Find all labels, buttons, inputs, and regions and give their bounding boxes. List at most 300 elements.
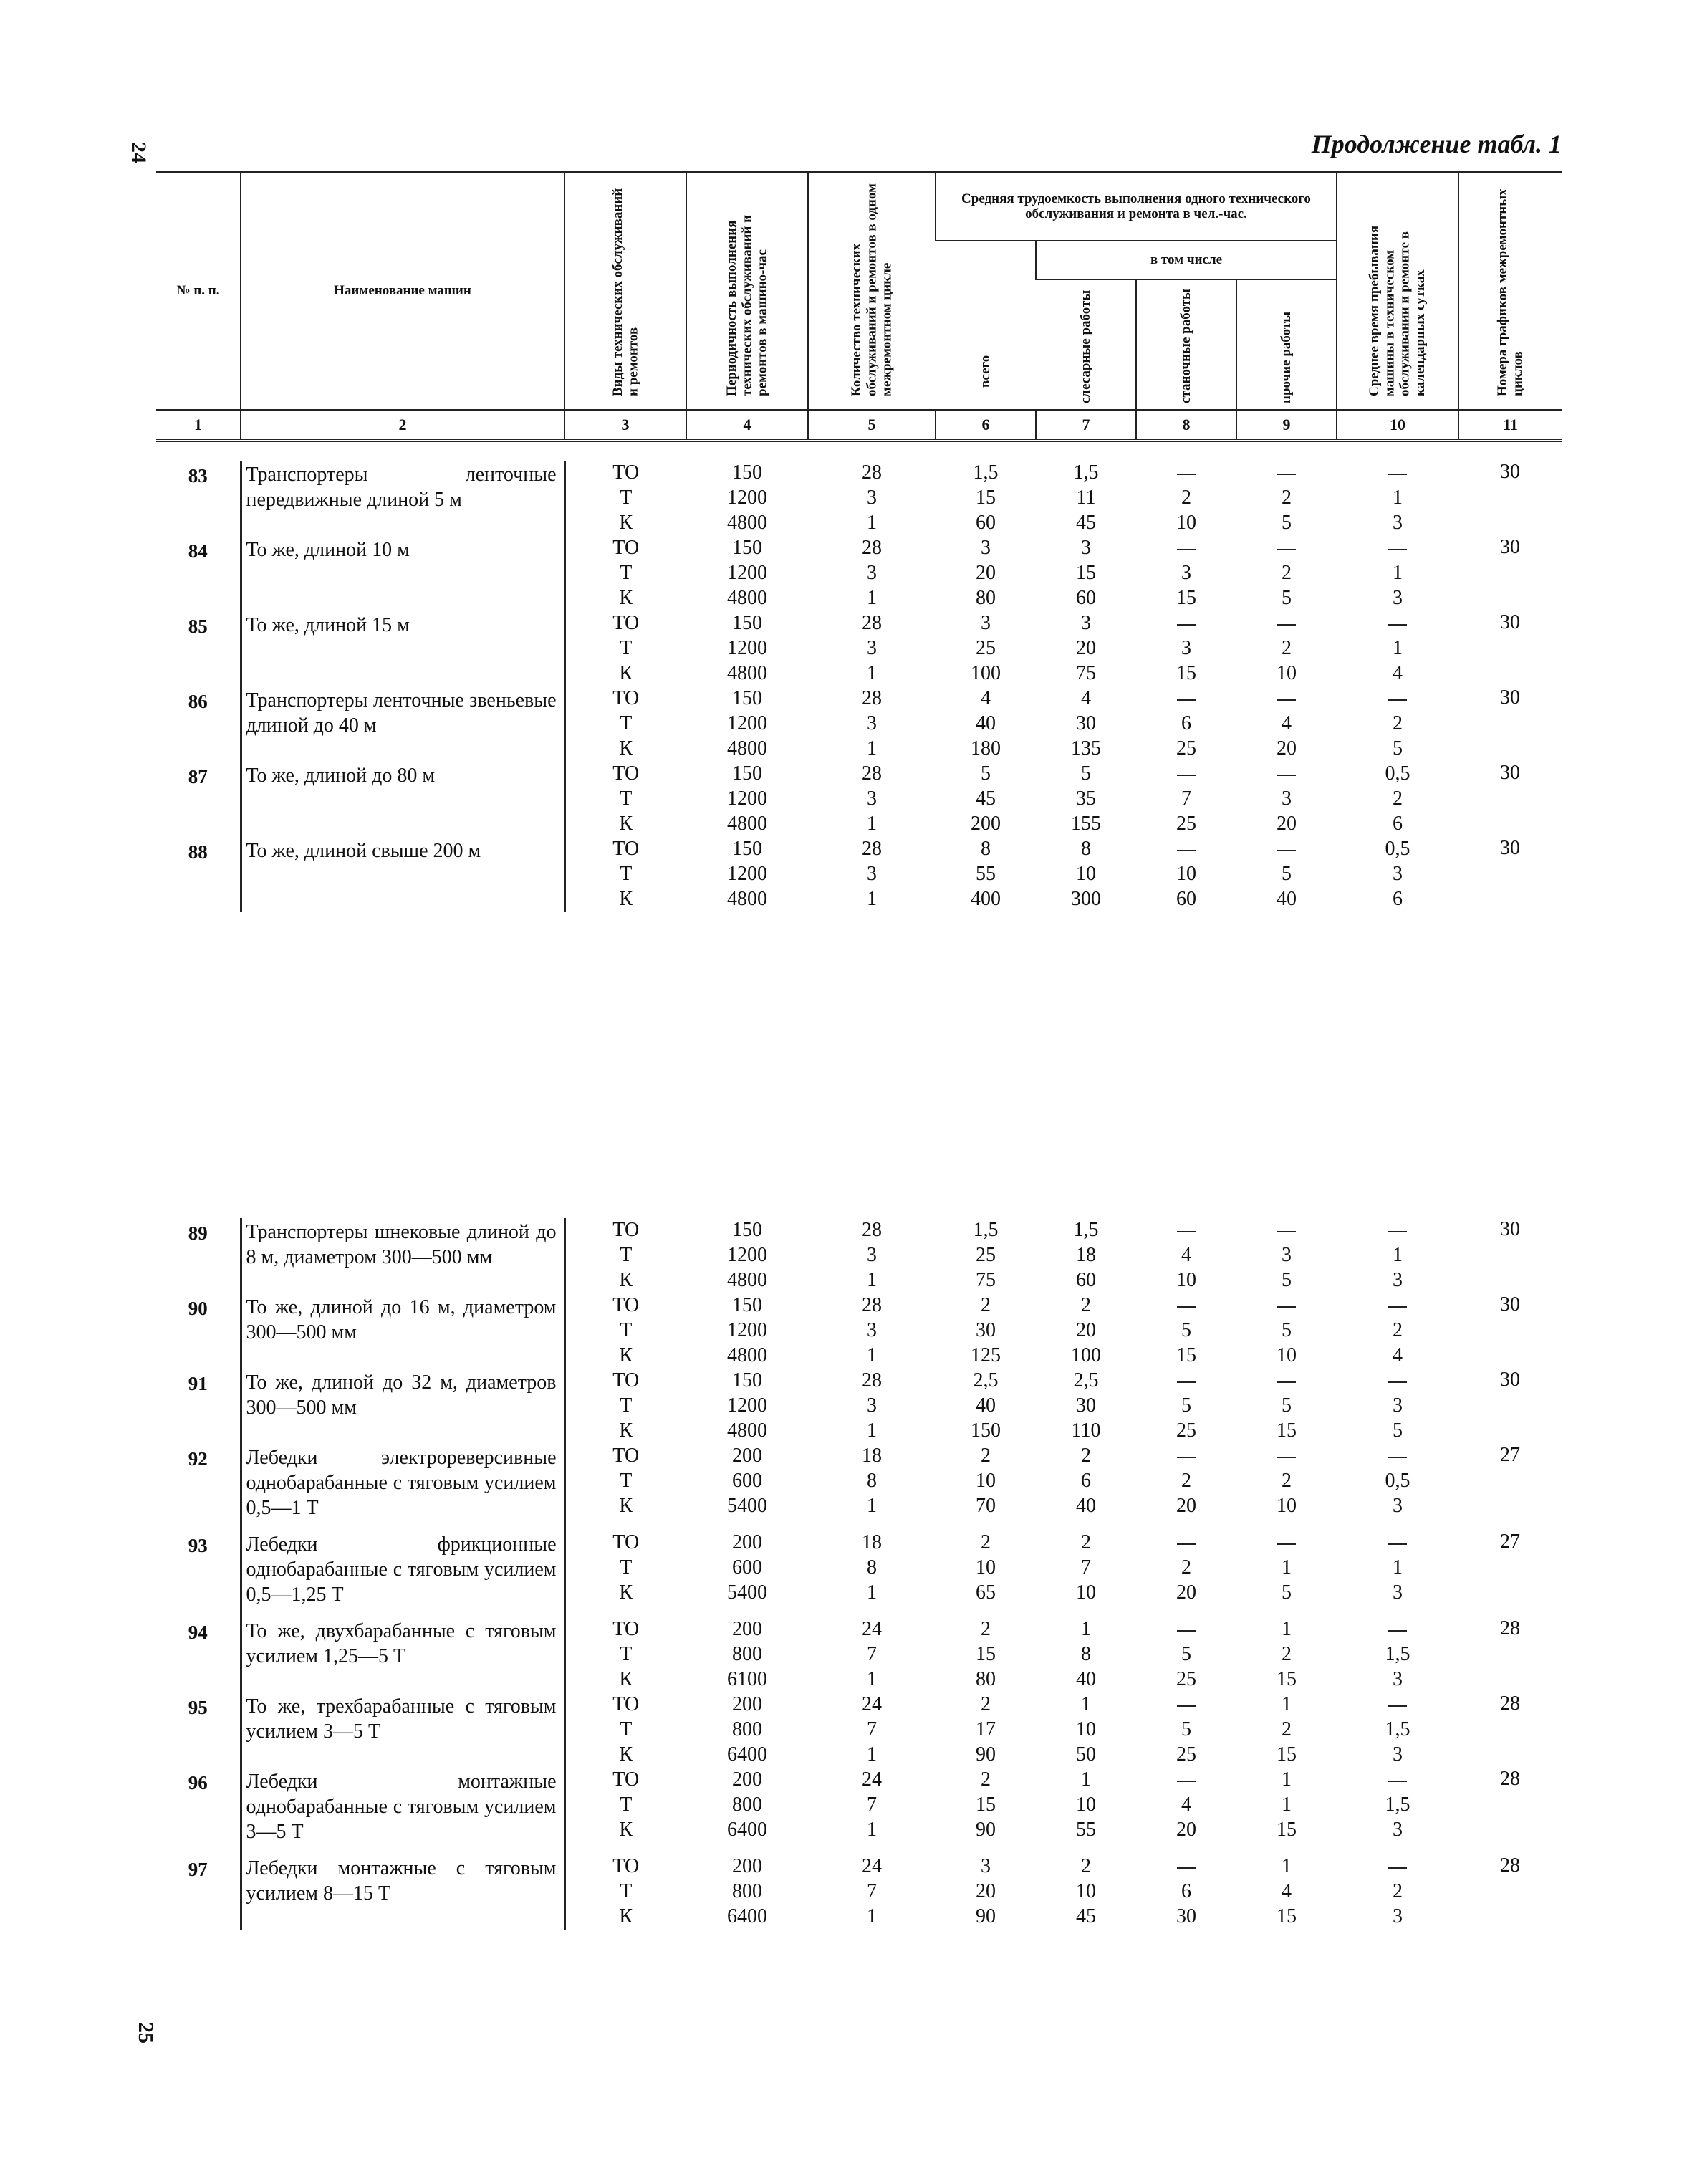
colnum: 4 [686,410,808,441]
cell-days [1337,1218,1458,1293]
other-value: 2 [1282,562,1292,584]
machine-value [1136,1692,1236,1718]
period-value: 4800 [727,1419,767,1442]
cell-types [564,762,686,837]
table-row [156,837,1562,912]
table-continuation-caption: Продолжение табл. 1 [1311,130,1562,158]
dash-mark [1277,1381,1296,1383]
colnum: 11 [1458,410,1562,441]
cell-types [564,461,686,536]
types-value: К [619,1819,633,1841]
dash-mark [1177,1781,1196,1782]
count-value: 18 [862,1445,882,1467]
cell-period [686,536,808,611]
count-value: 28 [862,537,882,559]
other-value [1236,536,1337,561]
types-value: К [619,1743,633,1766]
cycle-chart-number: 30 [1500,1293,1520,1316]
count-value: 1 [867,1743,877,1766]
fitter-value: 1 [1081,1618,1091,1640]
machine-value: 2 [1181,487,1191,509]
count-value: 3 [867,562,877,584]
cell-days [1337,536,1458,611]
cycle-chart-number: 30 [1500,762,1520,784]
other-value: 5 [1282,1394,1292,1417]
row-number: 93 [188,1535,208,1556]
cell-count [808,837,936,912]
total-value: 2 [981,1693,991,1715]
days-value [1337,1692,1458,1718]
machine-value: 15 [1176,587,1196,609]
table-row [156,461,1562,536]
total-value: 8 [981,838,991,860]
fitter-value: 2,5 [1073,1369,1099,1392]
fitter-value: 2 [1081,1445,1091,1467]
cell-types [564,1854,686,1930]
column-number-row [156,410,1562,441]
header-col-number: № п. п. [156,173,241,410]
days-value: 0,5 [1385,838,1410,860]
count-value: 1 [867,888,877,910]
cell-other [1236,1293,1337,1369]
row-number: 92 [188,1448,208,1470]
types-value: К [619,888,633,910]
dash-mark [1277,624,1296,626]
machine-value: 15 [1176,1344,1196,1366]
period-value: 1200 [727,1394,767,1417]
cell-total [936,1369,1036,1444]
dash-mark [1277,850,1296,851]
fitter-value: 155 [1071,813,1101,835]
types-value: К [619,587,633,609]
period-value: 4800 [727,1269,767,1291]
cell-days [1337,611,1458,686]
total-value: 75 [976,1269,996,1291]
machine-value [1136,762,1236,787]
fitter-value: 1,5 [1073,1219,1099,1241]
period-value: 150 [732,461,762,484]
days-value [1337,686,1458,712]
cell-period [686,1854,808,1930]
count-value: 7 [867,1718,877,1740]
fitter-value: 6 [1081,1470,1091,1492]
period-value: 200 [732,1693,762,1715]
fitter-value: 2 [1081,1855,1091,1877]
days-value: 3 [1393,863,1403,885]
total-value: 2 [981,1618,991,1640]
cell-fitter [1036,1617,1136,1692]
machine-value: 2 [1181,1556,1191,1579]
header-col-other: прочие работы [1279,312,1294,404]
cell-total [936,1444,1036,1531]
machine-name: То же, длиной до 32 м, диаметров 300—500 мм [241,1369,564,1444]
types-value: Т [620,1319,633,1341]
total-value: 90 [976,1905,996,1927]
days-value [1337,1444,1458,1469]
other-value: 10 [1277,662,1297,684]
types-value: К [619,813,633,835]
machine-value [1136,1293,1236,1318]
other-value: 5 [1282,1319,1292,1341]
types-value: К [619,662,633,684]
machine-value [1136,1617,1236,1642]
cell-machine [1136,1293,1236,1369]
cell-days [1337,1617,1458,1692]
cell-machine [1136,536,1236,611]
cell-days [1337,1531,1458,1617]
row-number: 94 [188,1622,208,1643]
other-value [1236,1531,1337,1556]
types-value: Т [620,1470,633,1492]
cell-days [1337,1768,1458,1854]
cell-machine [1136,1218,1236,1293]
cell-fitter [1036,686,1136,762]
total-value: 3 [981,1855,991,1877]
dash-mark [1388,699,1407,701]
total-value: 2 [981,1294,991,1316]
cell-count [808,1531,936,1617]
days-value [1337,1218,1458,1243]
table-body-top [156,461,1562,912]
types-value: К [619,1419,633,1442]
total-value: 90 [976,1819,996,1841]
cell-period [686,1218,808,1293]
cell-total [936,1617,1036,1692]
cell-machine [1136,1444,1236,1531]
dash-mark [1177,850,1196,851]
cell-types [564,686,686,762]
other-value: 4 [1282,1880,1292,1902]
cell-fitter [1036,1531,1136,1617]
cycle-chart-number: 28 [1500,1692,1520,1715]
count-value: 28 [862,1219,882,1241]
cell-fitter [1036,536,1136,611]
colnum: 8 [1136,410,1236,441]
machine-value: 4 [1181,1793,1191,1816]
machine-value: 3 [1181,562,1191,584]
period-value: 150 [732,838,762,860]
types-value: К [619,1495,633,1517]
dash-mark [1388,624,1407,626]
cell-total [936,1768,1036,1854]
cycle-chart-number: 30 [1500,611,1520,633]
total-value: 20 [976,1880,996,1902]
machine-name: Транспортеры ленточные звеньевые длиной до 40 м [241,686,564,762]
fitter-value: 45 [1076,512,1096,534]
dash-mark [1388,1867,1407,1869]
days-value: 2 [1393,1880,1403,1902]
types-value: К [619,1905,633,1927]
total-value: 15 [976,487,996,509]
colnum: 6 [936,410,1036,441]
count-value: 24 [862,1768,882,1791]
count-value: 3 [867,1394,877,1417]
count-value: 8 [867,1470,877,1492]
period-value: 600 [732,1470,762,1492]
cell-other [1236,1369,1337,1444]
count-value: 1 [867,1668,877,1690]
cell-total [936,762,1036,837]
count-value: 28 [862,762,882,785]
machine-value: 60 [1176,888,1196,910]
machine-value: 15 [1176,662,1196,684]
total-value: 60 [976,512,996,534]
cell-fitter [1036,762,1136,837]
dash-mark [1388,1543,1407,1545]
page-number-bottom: 25 [134,2022,158,2044]
count-value: 3 [867,637,877,659]
cell-days [1337,461,1458,536]
cell-period [686,762,808,837]
days-value: 2 [1393,712,1403,734]
fitter-value: 1,5 [1073,461,1099,484]
types-value: ТО [612,1294,640,1316]
dash-mark [1177,624,1196,626]
total-value: 90 [976,1743,996,1766]
header-col-cycle: Номера графиков межремонтных циклов [1495,188,1526,397]
types-value: Т [620,637,633,659]
table-row [156,762,1562,837]
types-value: ТО [612,1369,640,1392]
machine-value: 20 [1176,1495,1196,1517]
fitter-value: 30 [1076,1394,1096,1417]
fitter-value: 10 [1076,1880,1096,1902]
cell-total [936,461,1036,536]
days-value [1337,1531,1458,1556]
types-value: ТО [612,1768,640,1791]
row-number: 87 [188,766,208,787]
table-row [156,686,1562,762]
header-col-fitter: слесарные работы [1077,290,1093,404]
machine-value [1136,461,1236,486]
fitter-value: 3 [1081,612,1091,634]
count-value: 28 [862,687,882,709]
total-value: 55 [976,863,996,885]
machine-name: То же, двухбарабанные с тяговым усилием 1,25—5 Т [241,1617,564,1692]
machine-name: Лебедки электрореверсивные однобарабанные с тяговым усилием 0,5—1 Т [241,1444,564,1531]
table-row [156,1369,1562,1444]
cell-fitter [1036,1768,1136,1854]
other-value: 5 [1282,1581,1292,1604]
machine-name: То же, длиной 10 м [241,536,564,611]
cell-other [1236,837,1337,912]
other-value: 3 [1282,787,1292,810]
maintenance-table-top [156,171,1562,912]
types-value: Т [620,1244,633,1266]
other-value: 15 [1277,1905,1297,1927]
other-value: 2 [1282,487,1292,509]
machine-name: То же, длиной до 16 м, диаметром 300—500 мм [241,1293,564,1369]
machine-name: Лебедки монтажные с тяговым усилием 8—15 Т [241,1854,564,1930]
other-value: 1 [1282,1556,1292,1579]
period-value: 1200 [727,637,767,659]
machine-value: 30 [1176,1905,1196,1927]
cycle-chart-number: 30 [1500,1369,1520,1391]
machine-name: То же, длиной 15 м [241,611,564,686]
cycle-chart-number: 30 [1500,686,1520,709]
fitter-value: 20 [1076,637,1096,659]
dash-mark [1277,474,1296,475]
cell-period [686,1692,808,1768]
dash-mark [1388,1781,1407,1782]
total-value: 20 [976,562,996,584]
other-value: 20 [1277,813,1297,835]
cell-count [808,762,936,837]
cell-total [936,1293,1036,1369]
machine-value [1136,1768,1236,1793]
days-value: 6 [1393,813,1403,835]
cell-types [564,1293,686,1369]
days-value: 2 [1393,1319,1403,1341]
cell-fitter [1036,837,1136,912]
types-value: Т [620,1556,633,1579]
total-value: 100 [971,662,1001,684]
dash-mark [1177,1231,1196,1232]
row-number: 84 [188,540,208,562]
machine-name: Транспортеры шнековые длиной до 8 м, диаметром 300—500 мм [241,1218,564,1293]
dash-mark [1388,1306,1407,1308]
cell-count [808,1218,936,1293]
count-value: 3 [867,863,877,885]
fitter-value: 45 [1076,1905,1096,1927]
cell-days [1337,762,1458,837]
period-value: 200 [732,1768,762,1791]
days-value: 3 [1393,1743,1403,1766]
fitter-value: 10 [1076,1581,1096,1604]
cell-period [686,611,808,686]
types-value: ТО [612,838,640,860]
machine-value: 20 [1176,1581,1196,1604]
total-value: 10 [976,1556,996,1579]
cycle-chart-number: 30 [1500,837,1520,859]
days-value: 1 [1393,637,1403,659]
cell-machine [1136,461,1236,536]
header-col-period: Периодичность выполнения технических обслуживаний и ремонтов в машино-час [724,215,770,397]
other-value: 15 [1277,1668,1297,1690]
cycle-chart-number: 27 [1500,1531,1520,1553]
count-value: 1 [867,1344,877,1366]
other-value: 15 [1277,1743,1297,1766]
count-value: 28 [862,1369,882,1392]
other-value [1236,1444,1337,1469]
header-subgroup: в том числе [1036,241,1337,279]
period-value: 150 [732,537,762,559]
period-value: 150 [732,1294,762,1316]
types-value: Т [620,1394,633,1417]
fitter-value: 30 [1076,712,1096,734]
days-value: 2 [1393,787,1403,810]
period-value: 1200 [727,787,767,810]
total-value: 400 [971,888,1001,910]
types-value: К [619,1581,633,1604]
period-value: 1200 [727,863,767,885]
fitter-value: 4 [1081,687,1091,709]
cell-fitter [1036,611,1136,686]
period-value: 1200 [727,562,767,584]
fitter-value: 2 [1081,1531,1091,1553]
types-value: К [619,1269,633,1291]
other-value: 1 [1282,1855,1292,1877]
types-value: К [619,1668,633,1690]
cell-other [1236,611,1337,686]
header-col-total: всего [977,355,993,388]
machine-value: 25 [1176,1419,1196,1442]
fitter-value: 300 [1071,888,1101,910]
machine-value: 5 [1181,1319,1191,1341]
machine-value: 5 [1181,1394,1191,1417]
other-value: 10 [1277,1344,1297,1366]
machine-value [1136,1218,1236,1243]
machine-value: 4 [1181,1244,1191,1266]
count-value: 1 [867,1495,877,1517]
header-col-count: Количество технических обслуживаний и ремонтов в одном межремонтном цикле [849,183,895,397]
colnum: 2 [241,410,564,441]
machine-value [1136,1369,1236,1394]
machine-value: 7 [1181,787,1191,810]
row-number: 86 [188,691,208,712]
days-value [1337,1617,1458,1642]
total-value: 25 [976,1244,996,1266]
types-value: Т [620,1880,633,1902]
count-value: 28 [862,1294,882,1316]
total-value: 40 [976,1394,996,1417]
cycle-chart-number: 28 [1500,1854,1520,1877]
colnum: 1 [156,410,241,441]
dash-mark [1177,1705,1196,1707]
cycle-chart-number: 28 [1500,1617,1520,1639]
machine-value: 25 [1176,1743,1196,1766]
other-value [1236,837,1337,862]
days-value [1337,1293,1458,1318]
cell-period [686,1369,808,1444]
period-value: 800 [732,1880,762,1902]
dash-mark [1177,474,1196,475]
types-value: ТО [612,1531,640,1553]
period-value: 6400 [727,1819,767,1841]
fitter-value: 35 [1076,787,1096,810]
fitter-value: 135 [1071,737,1101,760]
period-value: 1200 [727,1319,767,1341]
types-value: ТО [612,612,640,634]
days-value: 4 [1393,1344,1403,1366]
period-value: 5400 [727,1581,767,1604]
row-number: 88 [188,841,208,863]
row-number: 85 [188,616,208,637]
table-row [156,1444,1562,1531]
colnum: 3 [564,410,686,441]
days-value [1337,1854,1458,1879]
cell-fitter [1036,461,1136,536]
period-value: 200 [732,1618,762,1640]
cell-machine [1136,1617,1236,1692]
other-value: 2 [1282,1643,1292,1665]
maintenance-table-bottom [156,1218,1563,1930]
days-value: 1 [1393,487,1403,509]
cell-types [564,1369,686,1444]
total-value: 80 [976,587,996,609]
cell-other [1236,536,1337,611]
cycle-chart-number: 27 [1500,1444,1520,1466]
total-value: 150 [971,1419,1001,1442]
table-row [156,1768,1562,1854]
period-value: 4800 [727,1344,767,1366]
cell-count [808,611,936,686]
count-value: 1 [867,1905,877,1927]
cell-count [808,1369,936,1444]
cell-fitter [1036,1369,1136,1444]
fitter-value: 60 [1076,1269,1096,1291]
cell-days [1337,686,1458,762]
